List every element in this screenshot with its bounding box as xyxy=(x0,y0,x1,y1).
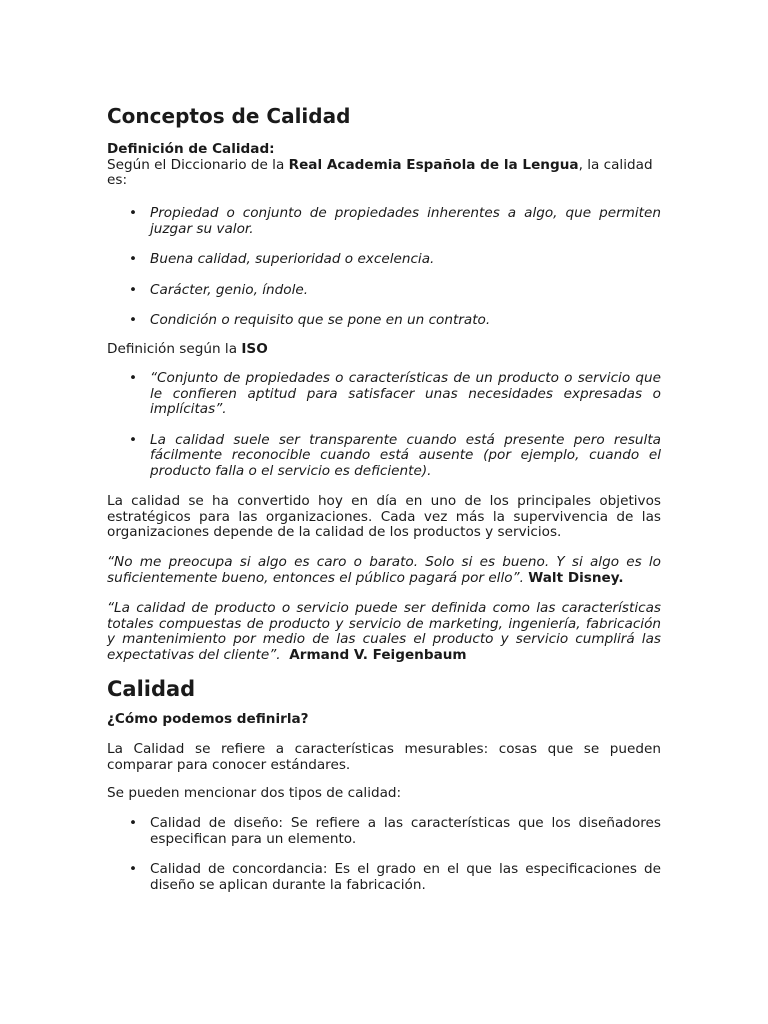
bullet-icon: • xyxy=(129,205,138,221)
quote-feigenbaum: “La calidad de producto o servicio puede ser definida como las características totales compuestas de producto y servicio de marketing, ingeniería, fabricación y mantenimiento por medio de las cuales el producto y servicio cumplirá las expectativas del cliente”. Armand V. Feigenbaum xyxy=(107,600,661,663)
quote-disney: “No me preocupa si algo es caro o barato. Solo si es bueno. Y si algo es lo suficientemente bueno, entonces el público pagará por ello”. Walt Disney. xyxy=(107,554,661,586)
definition-heading: Definición de Calidad: xyxy=(107,141,275,157)
paragraph-objectives: La calidad se ha convertido hoy en día en uno de los principales objetivos estratégicos para las organizaciones. Cada vez más la supervivencia de las organizaciones depende de la calidad de los productos y servicios. xyxy=(107,493,661,541)
list-item: • Buena calidad, superioridad o excelencia. xyxy=(129,251,435,268)
paragraph-measurable: La Calidad se refiere a características mesurables: cosas que se pueden comparar para conocer estándares. xyxy=(107,741,661,773)
bullet-icon: • xyxy=(129,251,138,268)
types-intro: Se pueden mencionar dos tipos de calidad: xyxy=(107,785,402,801)
bullet-icon: • xyxy=(129,370,138,386)
heading-calidad: Calidad xyxy=(107,677,196,701)
quote-author: Armand V. Feigenbaum xyxy=(289,646,467,663)
list-item: • La calidad suele ser transparente cuando está presente pero resulta fácilmente reconocible cuando está ausente (por ejemplo, cuando el producto falla o el servicio es deficiente). xyxy=(129,431,661,479)
subheading-como: ¿Cómo podemos definirla? xyxy=(107,711,309,727)
bullet-icon: • xyxy=(129,281,138,298)
iso-definition-list xyxy=(107,371,661,480)
list-item: • Calidad de concordancia: Es el grado en el que las especificaciones de diseño se aplican durante la fabricación. xyxy=(129,861,661,893)
list-item: • Propiedad o conjunto de propiedades inherentes a algo, que permiten juzgar su valor. xyxy=(129,205,661,237)
list-item: • “Conjunto de propiedades o características de un producto o servicio que le confieren aptitud para satisfacer unas necesidades expresadas o implícitas”. xyxy=(129,370,661,418)
bullet-icon: • xyxy=(129,312,138,329)
rae-name: Real Academia Española de la Lengua xyxy=(288,156,579,173)
quality-types-list xyxy=(107,816,661,893)
bullet-icon: • xyxy=(129,431,138,448)
bullet-icon: • xyxy=(129,861,138,878)
list-item: • Carácter, genio, índole. xyxy=(129,281,309,298)
quote-author: Walt Disney. xyxy=(528,569,624,586)
definition-block: Definición de Calidad: Según el Diccionario de la Real Academia Española de la Lengua, la calidad es: xyxy=(107,141,653,189)
bullet-icon: • xyxy=(129,815,138,831)
rae-definition-list xyxy=(107,206,661,329)
heading-conceptos: Conceptos de Calidad xyxy=(107,104,351,128)
iso-label: ISO xyxy=(241,341,268,357)
list-item: • Condición o requisito que se pone en un contrato. xyxy=(129,312,491,329)
iso-intro: Definición según la ISO xyxy=(107,341,268,357)
list-item: • Calidad de diseño: Se refiere a las características que los diseñadores especifican para un elemento. xyxy=(129,815,661,847)
